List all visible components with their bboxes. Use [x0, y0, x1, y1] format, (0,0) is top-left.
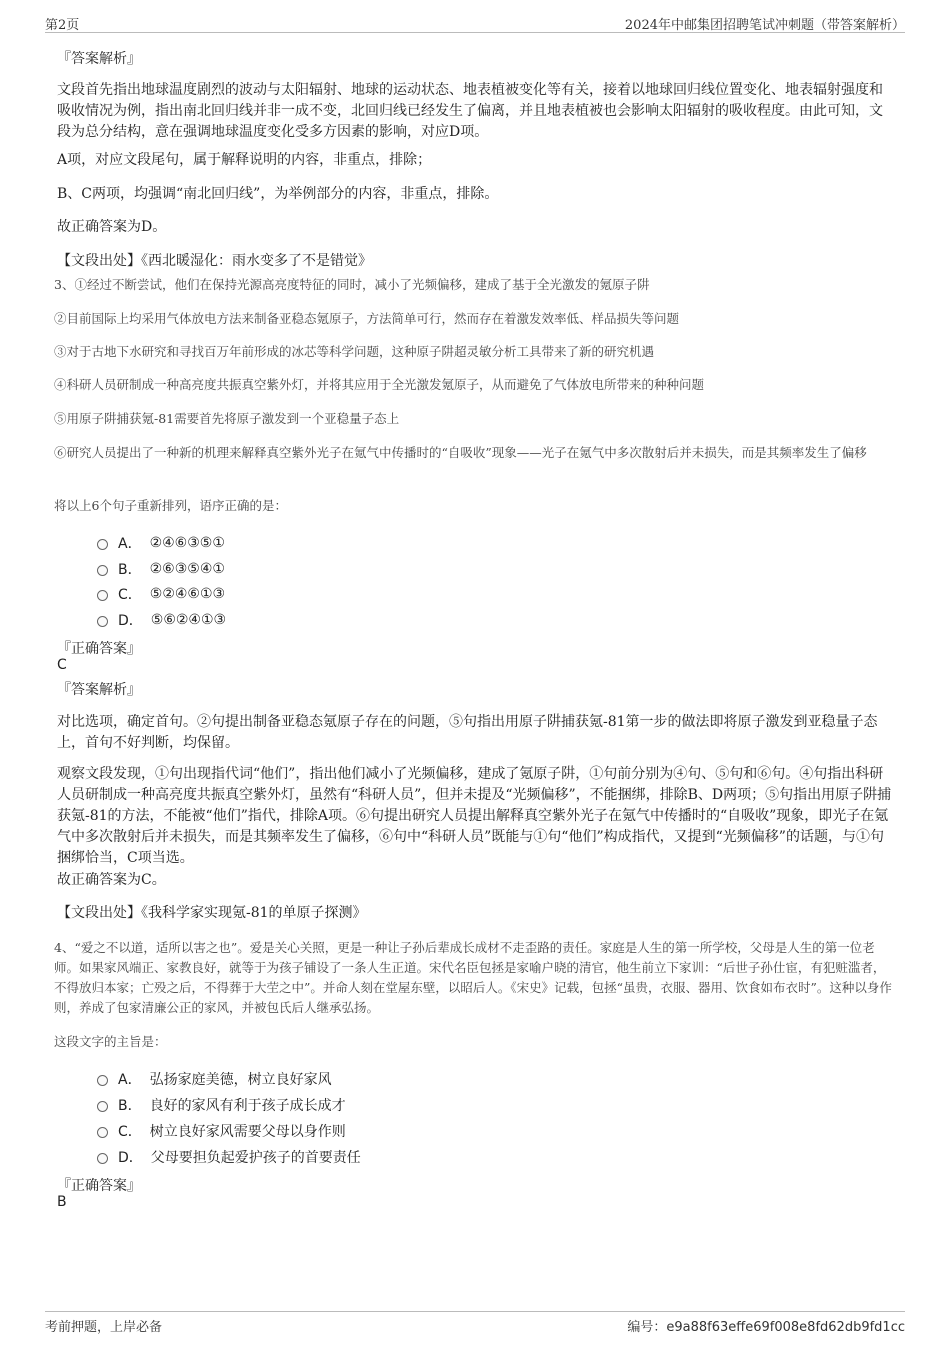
q3-source: 【文段出处】《我科学家实现氪-81的单原子探测》 — [57, 905, 367, 921]
q3-analysis-conclusion: 故正确答案为C。 — [57, 872, 166, 888]
radio-icon[interactable] — [97, 1153, 108, 1164]
q3-sentence-4: ④科研人员研制成一种高亮度共振真空紫外灯，并将其应用于全光激发氪原子，从而避免了气体放电所带来的种种问题 — [54, 377, 705, 392]
q2-analysis-label: 『答案解析』 — [57, 51, 141, 67]
q3-option-c[interactable]: C． ⑤②④⑥①③ — [97, 584, 225, 604]
radio-icon[interactable] — [97, 1127, 108, 1138]
q3-analysis-para-1: 对比选项，确定首句。②句提出制备亚稳态氪原子存在的问题，⑤句指出用原子阱捕获氪-81第一步的做法即将原子激发到亚稳量子态上，首句不好判断，均保留。 — [57, 714, 878, 751]
q4-passage: 4、“爱之不以道，适所以害之也”。爱是关心关照，更是一种让子孙后辈成长成材不走歪路的责任。家庭是人生的第一所学校，父母是人生的第一位老师。如果家风端正、家教良好，就等于为孩子铺设了一条人生正道。宋代名臣包拯是家喻户晓的清官，他生前立下家训：“后世子孙仕宦，有犯赃滥者，不得放归本家；亡殁之后，不得葬于大茔之中”。并命人刻在堂屋东壁，以昭后人。《宋史》记载，包拯“虽贵，衣服、器用、饮食如布衣时”。这种以身作则，养成了包家清廉公正的家风，并被包氏后人继承弘扬。 — [54, 940, 892, 1015]
document-id — [627, 1316, 905, 1335]
q2-analysis-para-3: B、C两项，均强调“南北回归线”，为举例部分的内容，非重点，排除。 — [57, 186, 499, 202]
page-footer — [45, 1311, 905, 1336]
q3-sentence-3: ③对于古地下水研究和寻找百万年前形成的冰芯等科学问题，这种原子阱超灵敏分析工具带来了新的研究机遇 — [54, 344, 655, 359]
q3-option-a[interactable]: A． ②④⑥③⑤① — [97, 533, 225, 553]
q4-option-b[interactable]: B． 良好的家风有利于孩子成长成才 — [97, 1095, 346, 1115]
radio-icon[interactable] — [97, 1075, 108, 1086]
radio-icon[interactable] — [97, 616, 108, 627]
q3-analysis-para-2: 观察文段发现，①句出现指代词“他们”，指出他们减小了光频偏移，建成了氪原子阱，①句前分别为④句、⑤句和⑥句。④句指出科研人员研制成一种高亮度共振真空紫外灯，虽然有“科研人员”，但并未提及“光频偏移”，不能捆绑，排除B、D两项；⑤句指出用原子阱捕获氪-81的方法，不能被“他们”指代，排除A项。⑥句提出研究人员提出解释真空紫外光子在氪气中传播时的“自吸收”现象，即光子在氪气中多次散射后并未损失，而是其频率发生了偏移，⑥句中“科研人员”既能与①句“他们”构成指代，又提到“光频偏移”的话题，与①句捆绑恰当，C项当选。 — [57, 766, 892, 866]
q3-option-b[interactable]: B． ②⑥③⑤④① — [97, 559, 225, 579]
q3-sentence-1: 3、①经过不断尝试，他们在保持光源高亮度特征的同时，减小了光频偏移，建成了基于全光激发的氪原子阱 — [54, 277, 650, 292]
q3-sentence-6: ⑥研究人员提出了一种新的机理来解释真空紫外光子在氪气中传播时的“自吸收”现象——光子在氪气中多次散射后并未损失，而是其频率发生了偏移 — [54, 445, 867, 460]
radio-icon[interactable] — [97, 539, 108, 550]
document-id-value: e9a88f63effe69f008e8fd62db9fd1cc — [666, 1320, 905, 1335]
q4-option-d[interactable]: D． 父母要担负起爱护孩子的首要责任 — [97, 1147, 361, 1167]
q2-source: 【文段出处】《西北暖湿化：雨水变多了不是错觉》 — [57, 253, 372, 269]
document-title: 2024年中邮集团招聘笔试冲刺题（带答案解析） — [624, 18, 905, 33]
document-id-label: 编号： — [627, 1320, 667, 1335]
page-header — [45, 10, 905, 33]
q3-answer: C — [57, 657, 67, 673]
q2-analysis-para-2: A项，对应文段尾句，属于解释说明的内容，非重点，排除； — [57, 152, 432, 168]
q3-sentence-2: ②目前国际上均采用气体放电方法来制备亚稳态氪原子，方法简单可行，然而存在着激发效率低、样品损失等问题 — [54, 311, 680, 326]
q3-sentence-5: ⑤用原子阱捕获氪-81需要首先将原子激发到一个亚稳量子态上 — [54, 411, 400, 426]
q3-prompt: 将以上6个句子重新排列，语序正确的是： — [54, 498, 287, 513]
q2-analysis-conclusion: 故正确答案为D。 — [57, 219, 167, 235]
q3-answer-label: 『正确答案』 — [57, 641, 141, 657]
q3-option-d[interactable]: D． ⑤⑥②④①③ — [97, 610, 226, 630]
q4-answer-label: 『正确答案』 — [57, 1178, 141, 1194]
radio-icon[interactable] — [97, 590, 108, 601]
q2-analysis-para-1: 文段首先指出地球温度剧烈的波动与太阳辐射、地球的运动状态、地表植被变化等有关，接着以地球回归线位置变化、地表辐射强度和吸收情况为例，指出南北回归线并非一成不变，北回归线已经发生了偏离，并且地表植被也会影响太阳辐射的吸收程度。由此可知，文段为总分结构，意在强调地球温度变化受多方因素的影响，对应D项。 — [57, 82, 883, 140]
q4-option-c[interactable]: C． 树立良好家风需要父母以身作则 — [97, 1121, 346, 1141]
footer-slogan: 考前押题，上岸必备 — [45, 1320, 163, 1335]
radio-icon[interactable] — [97, 565, 108, 576]
radio-icon[interactable] — [97, 1101, 108, 1112]
q4-answer: B — [57, 1194, 67, 1210]
page-number: 第2页 — [45, 18, 80, 33]
q3-analysis-label: 『答案解析』 — [57, 682, 141, 698]
q4-option-a[interactable]: A． 弘扬家庭美德，树立良好家风 — [97, 1069, 332, 1089]
q4-prompt: 这段文字的主旨是： — [54, 1034, 167, 1049]
